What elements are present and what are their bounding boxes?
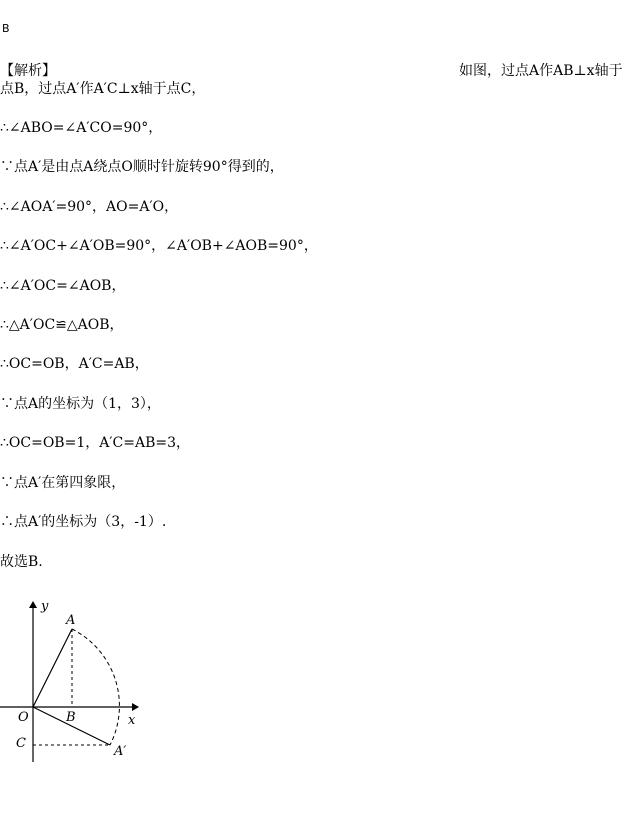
step-6: ∴△A′OC≌△AOB， xyxy=(0,317,124,333)
label-o: O xyxy=(18,710,29,725)
answer-letter: B xyxy=(2,22,10,35)
step-5: ∴∠A′OC=∠AOB， xyxy=(0,278,126,294)
label-a: A xyxy=(66,613,76,628)
step-7: ∴OC=OB，A′C=AB， xyxy=(0,356,149,372)
step-4: ∴∠A′OC+∠A′OB=90°，∠A′OB+∠AOB=90°， xyxy=(0,238,318,254)
step-9: ∴OC=OB=1，A′C=AB=3， xyxy=(0,435,190,451)
step-1: ∴∠ABO=∠A′CO=90°， xyxy=(0,120,163,136)
step-11: ∴点A′的坐标为（3，-1）. xyxy=(0,514,167,530)
step-8: ∵点A的坐标为（1，3）， xyxy=(0,396,161,412)
step-3: ∴∠AOA′=90°，AO=A′O， xyxy=(0,199,179,215)
label-b: B xyxy=(66,710,76,725)
label-c: C xyxy=(16,736,26,751)
label-x: x xyxy=(128,713,136,728)
rotation-arc-dashed xyxy=(72,629,119,745)
rotation-figure xyxy=(0,594,160,764)
step-2: ∵点A′是由点A绕点O顺时针旋转90°得到的， xyxy=(0,159,284,175)
analysis-tag: 【解析】 xyxy=(0,63,56,79)
label-a-prime: A′ xyxy=(114,744,127,759)
step-10: ∵点A′在第四象限， xyxy=(0,475,126,491)
analysis-intro: 如图，过点A作AB⊥x轴于 xyxy=(459,63,623,79)
label-y: y xyxy=(41,599,49,614)
step-12: 故选B. xyxy=(0,554,43,570)
analysis-intro-cont: 点B，过点A′作A′C⊥x轴于点C， xyxy=(0,81,206,97)
segment-oa xyxy=(33,629,72,707)
